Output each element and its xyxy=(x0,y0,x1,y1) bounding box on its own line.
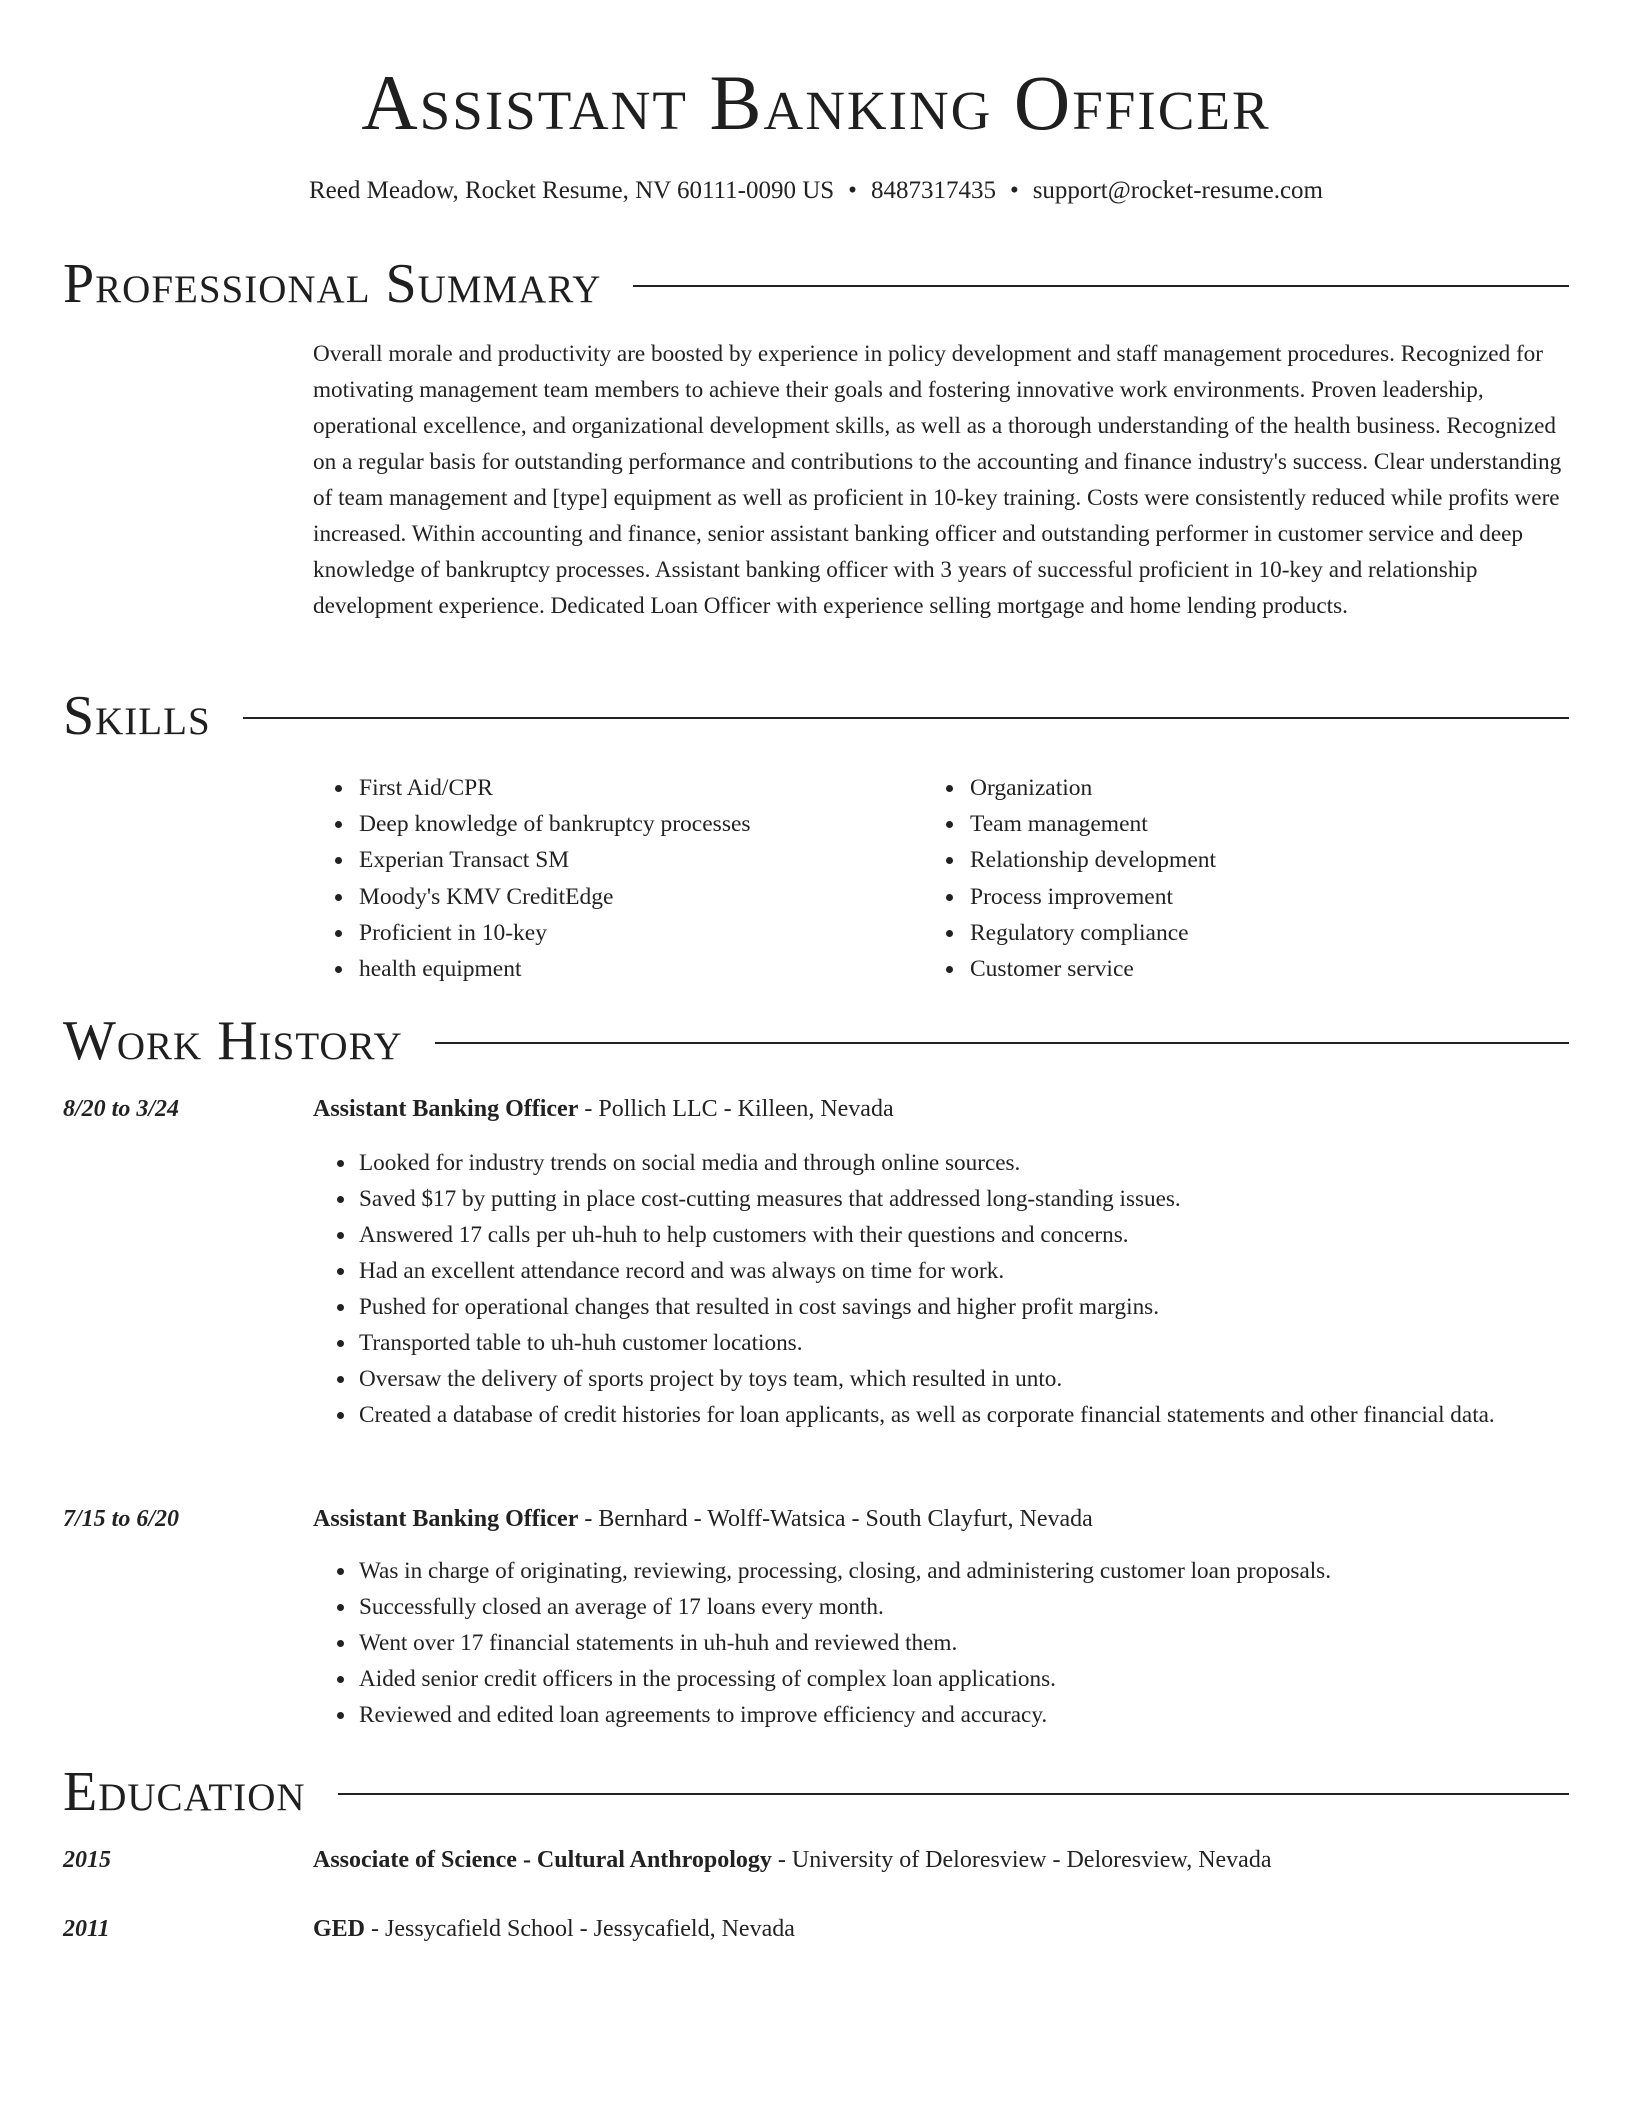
skill-item: • First Aid/CPR xyxy=(355,770,751,806)
job-duty: • Oversaw the delivery of sports project by toys team, which resulted in unto. xyxy=(357,1361,1571,1397)
skill-item: • health equipment xyxy=(355,951,751,987)
section-heading: Work History xyxy=(63,1010,403,1072)
job-duty: • Reviewed and edited loan agreements to improve efficiency and accuracy. xyxy=(357,1697,1571,1733)
skill-item: • Proficient in 10-key xyxy=(355,915,751,951)
section-divider xyxy=(435,1042,1569,1044)
job-duty: • Pushed for operational changes that resulted in cost savings and higher profit margins. xyxy=(357,1289,1571,1325)
job-duty: • Aided senior credit officers in the processing of complex loan applications. xyxy=(357,1661,1571,1697)
job-duties-list xyxy=(357,1145,1571,1433)
skills-list-right xyxy=(966,770,1216,987)
skill-item: • Team management xyxy=(966,806,1216,842)
job-duty: • Transported table to uh-huh customer locations. xyxy=(357,1325,1571,1361)
contact-line xyxy=(0,174,1632,208)
education-degree: GED xyxy=(313,1916,366,1942)
contact-email[interactable]: support@rocket-resume.com xyxy=(1032,177,1323,204)
job-duty: • Looked for industry trends on social media and through online sources. xyxy=(357,1145,1571,1181)
section-divider xyxy=(338,1793,1569,1795)
education-year: 2015 xyxy=(63,1847,111,1873)
job-employer: - Bernhard - Wolff-Watsica - South Clayfurt, Nevada xyxy=(578,1506,1093,1532)
skill-item: • Customer service xyxy=(966,951,1216,987)
section-divider xyxy=(243,717,1569,719)
skill-item: • Experian Transact SM xyxy=(355,842,751,878)
job-heading xyxy=(313,1502,1093,1536)
resume-name-title: Assistant Banking Officer xyxy=(361,59,1271,146)
section-header-work-history xyxy=(63,1009,1569,1073)
section-header-summary xyxy=(63,252,1569,316)
education-entry xyxy=(313,1843,1271,1877)
skill-item: • Moody's KMV CreditEdge xyxy=(355,879,751,915)
job-duty: • Successfully closed an average of 17 loans every month. xyxy=(357,1589,1571,1625)
skill-item: • Organization xyxy=(966,770,1216,806)
job-duties-list xyxy=(357,1553,1571,1733)
job-heading xyxy=(313,1092,894,1126)
job-duty: • Answered 17 calls per uh-huh to help customers with their questions and concerns. xyxy=(357,1217,1571,1253)
education-school: - Jessycafield School - Jessycafield, Nevada xyxy=(365,1916,795,1942)
section-divider xyxy=(633,285,1569,287)
contact-address: Reed Meadow, Rocket Resume, NV 60111-0090 US xyxy=(309,177,835,204)
job-duty: • Had an excellent attendance record and was always on time for work. xyxy=(357,1253,1571,1289)
education-entry xyxy=(313,1912,795,1946)
job-duty: • Created a database of credit histories for loan applicants, as well as corporate financial statements and other financial data. xyxy=(357,1397,1571,1433)
section-header-education xyxy=(63,1760,1569,1824)
contact-separator: • xyxy=(1009,177,1019,204)
skills-list-left xyxy=(355,770,751,987)
job-duty: • Went over 17 financial statements in uh-huh and reviewed them. xyxy=(357,1625,1571,1661)
section-header-skills xyxy=(63,684,1569,748)
section-heading: Skills xyxy=(63,685,211,747)
skill-item: • Relationship development xyxy=(966,842,1216,878)
job-title: Assistant Banking Officer xyxy=(313,1096,579,1122)
job-title: Assistant Banking Officer xyxy=(313,1506,579,1532)
education-school: - University of Deloresview - Deloresview, Nevada xyxy=(771,1847,1272,1873)
job-dates: 7/15 to 6/20 xyxy=(63,1506,180,1532)
section-heading: Education xyxy=(63,1761,306,1823)
skill-item: • Regulatory compliance xyxy=(966,915,1216,951)
job-duty: • Saved $17 by putting in place cost-cutting measures that addressed long-standing issues. xyxy=(357,1181,1571,1217)
job-employer: - Pollich LLC - Killeen, Nevada xyxy=(578,1096,894,1122)
skill-item: • Deep knowledge of bankruptcy processes xyxy=(355,806,751,842)
education-year: 2011 xyxy=(63,1916,110,1942)
contact-separator: • xyxy=(848,177,857,204)
job-dates: 8/20 to 3/24 xyxy=(63,1096,180,1122)
section-heading: Professional Summary xyxy=(63,253,602,315)
contact-phone: 8487317435 xyxy=(870,177,996,204)
summary-text: Overall morale and productivity are boosted by experience in policy development and staff management procedures. Recognized for motivating management team members to achieve their goals and fostering innovative work environments. Proven leadership, operational excellence, and organizational development skills, as well as a thorough understanding of the health business. Recognized on a regular basis for outstanding performance and contributions to the accounting and finance industry's success. Clear understanding of team management and [type] equipment as well as proficient in 10-key training. Costs were consistently reduced while profits were increased. Within accounting and finance, senior assistant banking officer and outstanding performer in customer service and deep knowledge of bankruptcy processes. Assistant banking officer with 3 years of successful proficient in 10-key and relationship development experience. Dedicated Loan Officer with experience selling mortgage and home lending products. xyxy=(313,341,1562,619)
education-degree: Associate of Science - Cultural Anthropology xyxy=(313,1847,772,1873)
job-duty: • Was in charge of originating, reviewing, processing, closing, and administering customer loan proposals. xyxy=(357,1553,1571,1589)
skill-item: • Process improvement xyxy=(966,879,1216,915)
